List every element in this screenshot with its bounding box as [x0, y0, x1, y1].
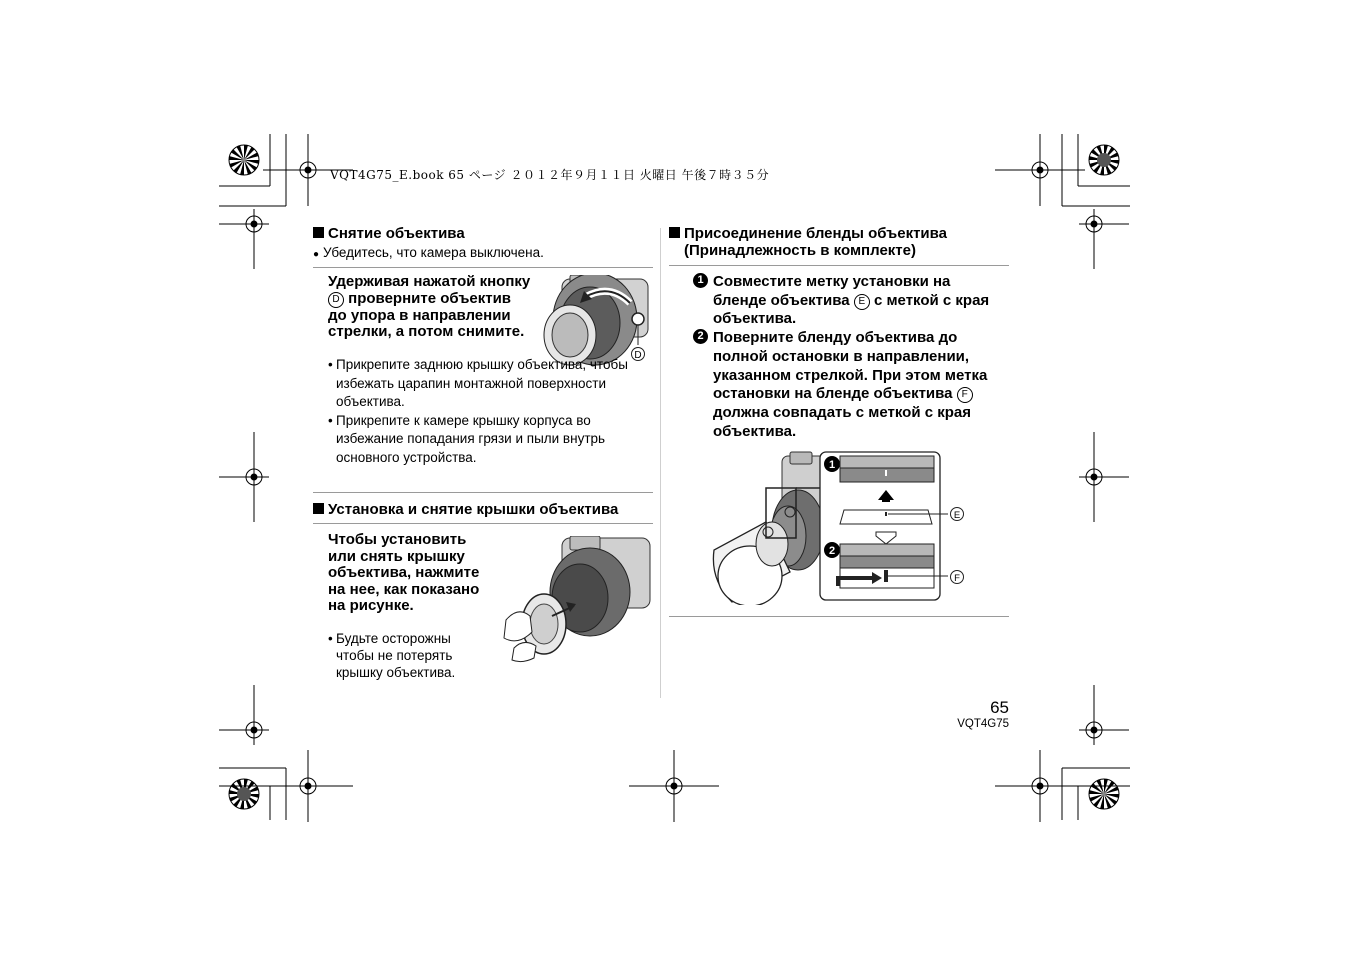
mark-f-icon: F — [957, 387, 973, 403]
mark-e-icon: E — [854, 294, 870, 310]
dot-bullet-icon: ● — [313, 249, 320, 260]
registration-star-icon — [1089, 779, 1119, 809]
panel-step-1: 1 — [828, 459, 836, 471]
note-rear-cap: • Прикрепите заднюю крышку объектива, чтобы избежать царапин монтажной поверхности объектива. — [328, 357, 628, 409]
divider — [669, 616, 1009, 617]
mark-d-label: D — [634, 350, 642, 361]
print-header: VQT4G75_E.book 65 ページ ２０１２年９月１１日 火曜日 午後７時３５分 — [330, 168, 770, 182]
model-code: VQT4G75 — [957, 718, 1009, 730]
registration-star-icon — [1089, 145, 1119, 175]
step-number-1-icon: 1 — [693, 273, 708, 288]
hood-step-1: 1 Совместите метку установки на бленде объектива E с меткой с края объектива. — [693, 273, 1003, 329]
registration-star-icon — [229, 145, 259, 175]
hood-steps — [693, 273, 1003, 441]
removing-step: Удерживая нажатой кнопку D проверните объектив до упора в направлении стрелки, а потом снимите. — [328, 273, 531, 340]
mark-d-icon: D — [328, 292, 344, 308]
divider — [313, 267, 653, 268]
section-title-removing: Снятие объектива — [313, 225, 653, 242]
column-divider — [660, 228, 661, 698]
removing-notes — [328, 356, 643, 467]
section-title-hood: Присоединение бленды объектива (Принадлежность в комплекте) — [669, 225, 1009, 259]
divider — [313, 492, 653, 493]
divider — [669, 265, 1009, 266]
lens-hood-illustration — [710, 450, 970, 605]
page-number: 65 — [990, 698, 1009, 717]
square-bullet-icon — [313, 503, 324, 514]
square-bullet-icon — [313, 227, 324, 238]
note-body-cap: • Прикрепите к камере крышку корпуса во избежание попадания грязи и пыли внутрь основного устройства. — [328, 412, 606, 465]
hood-step-2: 2 Поверните бленду объектива до полной остановки в направлении, указанном стрелкой. При этом метка остановки на бленде объектива F должна совпадать с меткой с края объектива. — [693, 329, 1003, 441]
square-bullet-icon — [669, 227, 680, 238]
section-title-cap: Установка и снятие крышки объектива — [313, 501, 658, 518]
cap-note: • Будьте осторожны чтобы не потерять крышку объектива. — [328, 631, 456, 680]
power-off-bullet: ● Убедитесь, что камера выключена. — [313, 245, 544, 260]
cap-step: Чтобы установить или снять крышку объектива, нажмите на нее, как показано на рисунке. — [328, 531, 480, 614]
registration-star-icon — [229, 779, 259, 809]
lens-removal-illustration — [540, 275, 655, 367]
divider — [313, 523, 653, 524]
panel-mark-e: E — [953, 510, 961, 521]
lens-cap-illustration — [500, 536, 652, 670]
panel-step-2: 2 — [828, 545, 836, 557]
step-number-2-icon: 2 — [693, 329, 708, 344]
panel-mark-f: F — [954, 573, 960, 584]
